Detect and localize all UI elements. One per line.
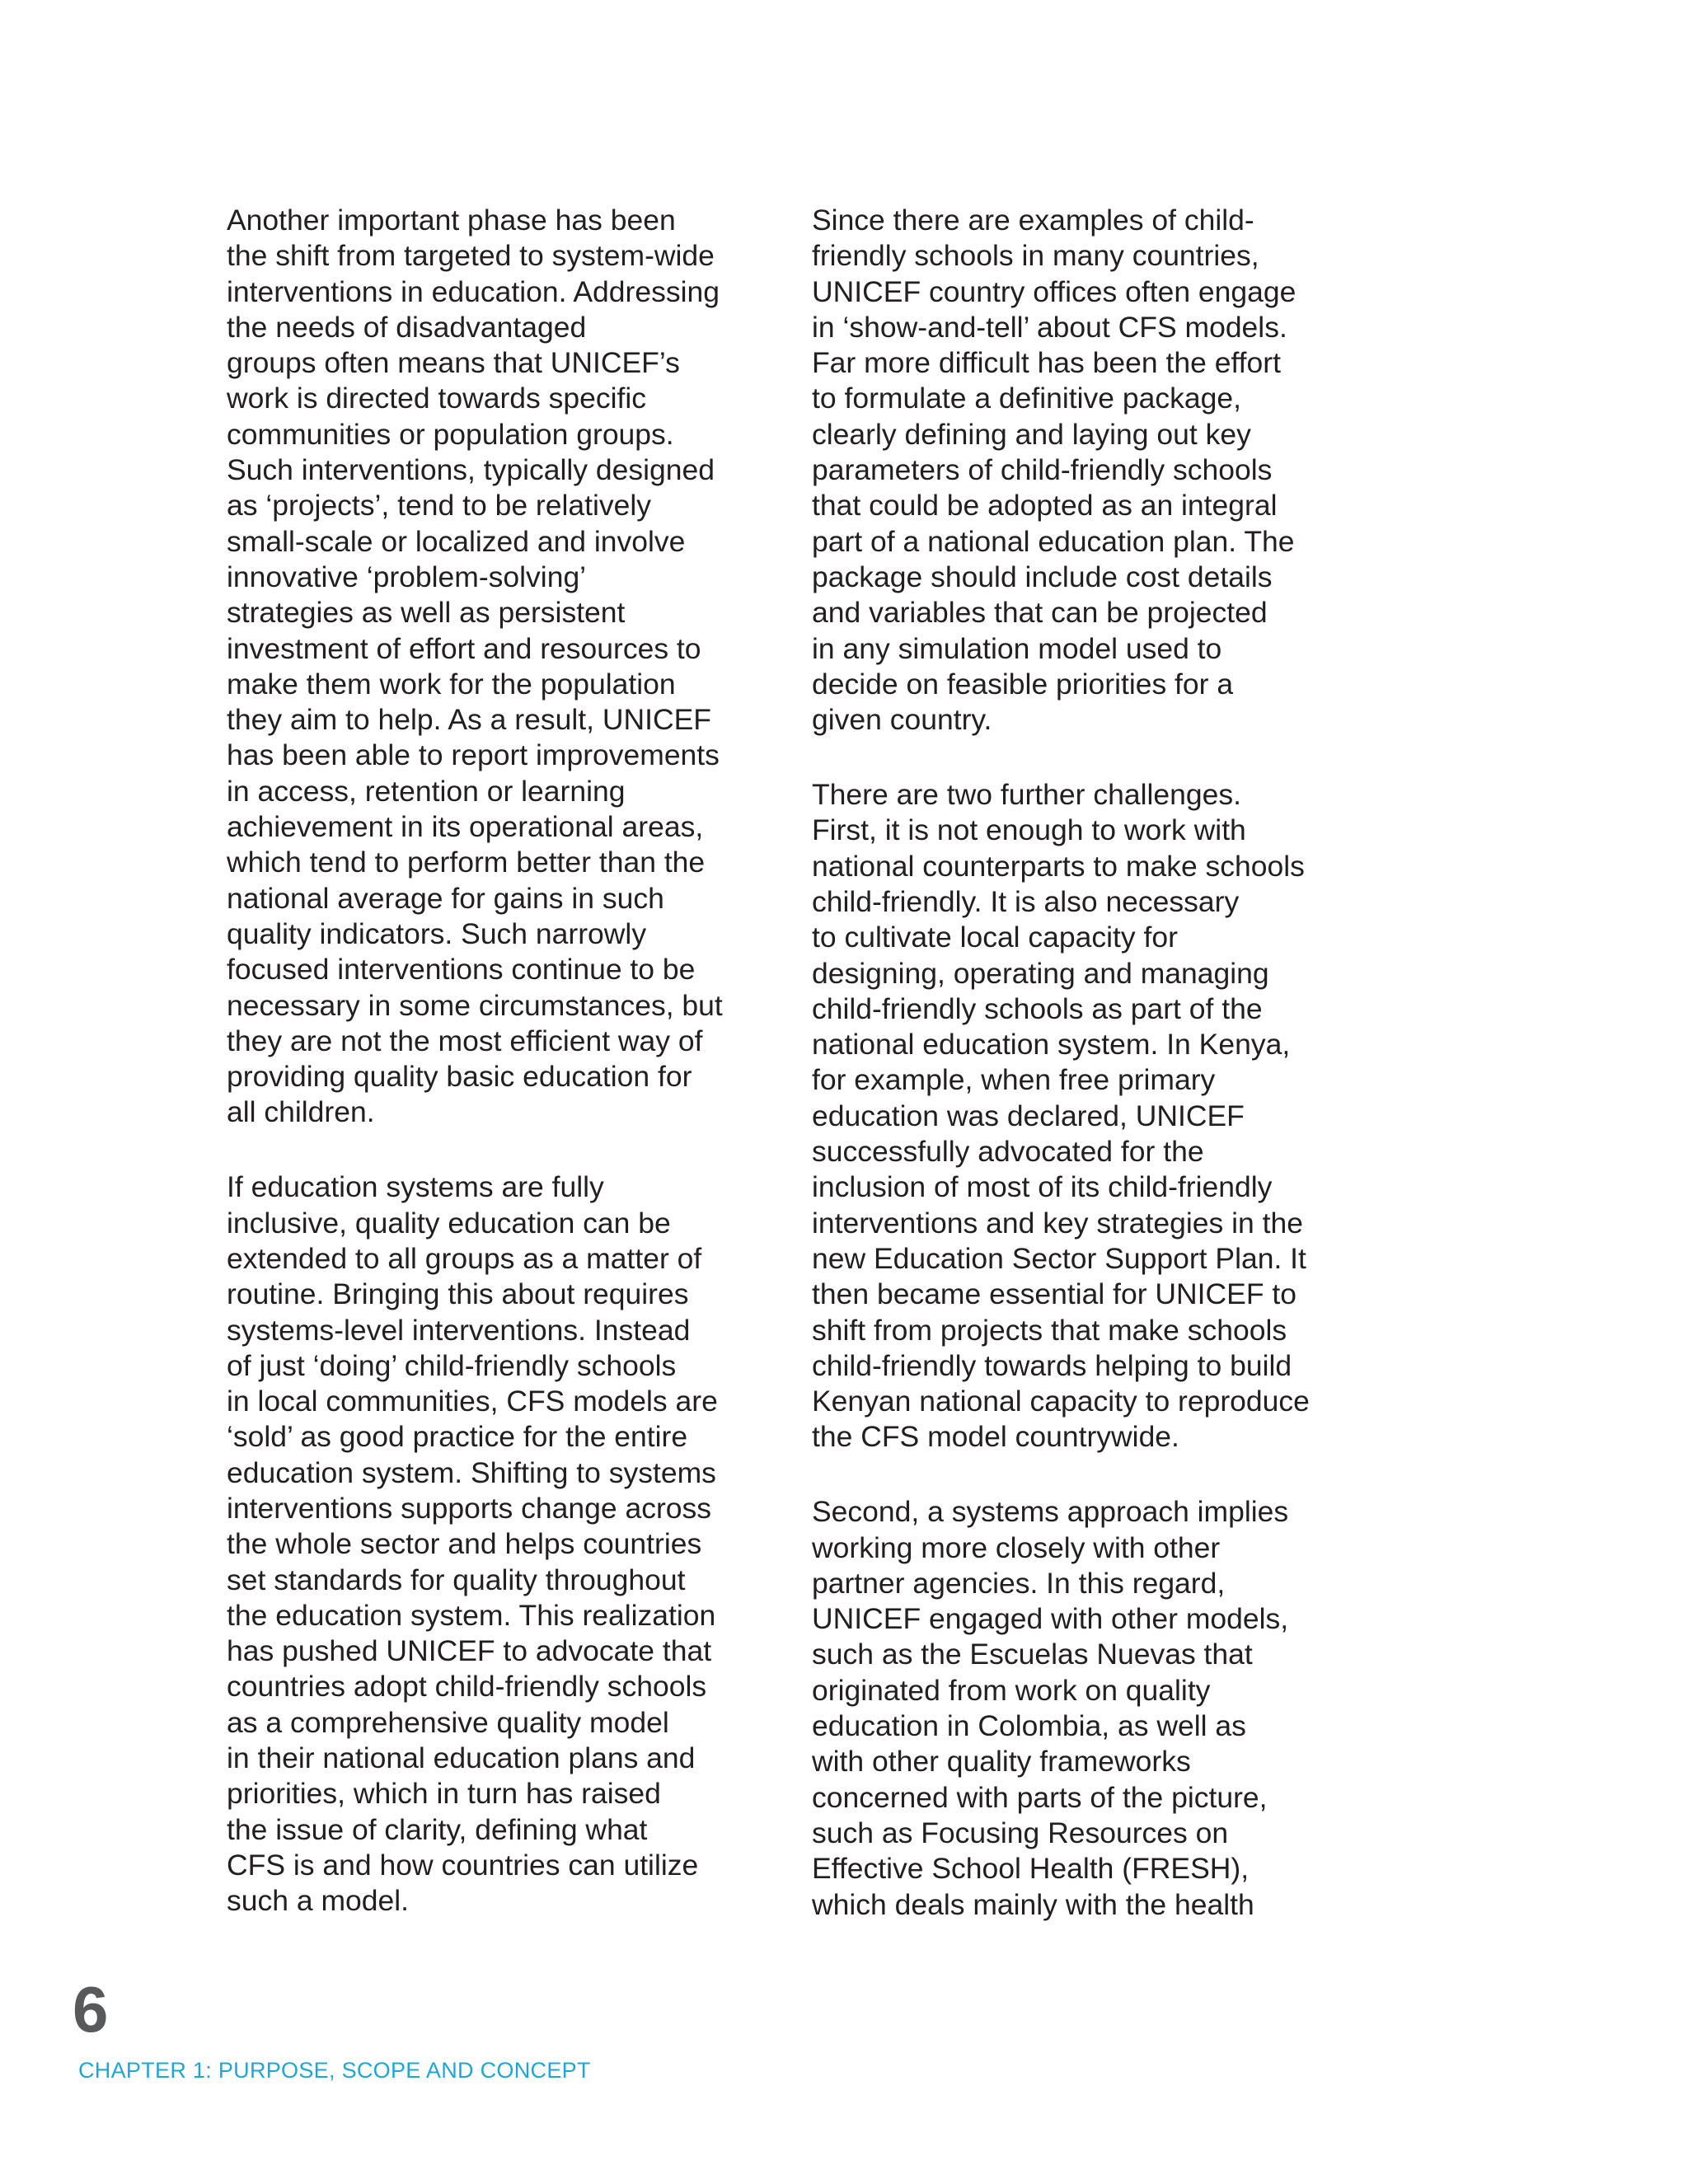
text-line: with other quality frameworks <box>812 1745 1191 1779</box>
text-line: in ‘show-and-tell’ about CFS models. <box>812 310 1287 344</box>
text-line: priorities, which in turn has raised <box>227 1777 661 1811</box>
text-line: clearly defining and laying out key <box>812 417 1251 451</box>
text-line: extended to all groups as a matter of <box>227 1241 702 1275</box>
text-line: education system. Shifting to systems <box>227 1455 716 1489</box>
paragraph <box>812 1494 1310 1923</box>
text-line: decide on feasible priorities for a <box>812 667 1234 701</box>
text-line: work is directed towards specific <box>227 382 647 415</box>
text-line: such as Focusing Resources on <box>812 1816 1229 1849</box>
text-line: necessary in some circumstances, but <box>227 988 723 1022</box>
page-number: 6 <box>73 1973 109 2046</box>
text-line: that could be adopted as an integral <box>812 489 1278 523</box>
text-line: Since there are examples of child- <box>812 204 1254 237</box>
text-line: There are two further challenges. <box>812 778 1241 812</box>
text-line: such a model. <box>227 1884 410 1918</box>
paragraph-gap <box>812 1455 1310 1495</box>
text-line: quality indicators. Such narrowly <box>227 916 647 950</box>
text-line: innovative ‘problem-solving’ <box>227 560 587 593</box>
text-line: systems-level interventions. Instead <box>227 1313 691 1347</box>
text-line: partner agencies. In this regard, <box>812 1566 1226 1600</box>
text-line: interventions and key strategies in the <box>812 1206 1303 1240</box>
text-line: the CFS model countrywide. <box>812 1420 1179 1454</box>
text-line: the needs of disadvantaged <box>227 310 587 344</box>
text-line: part of a national education plan. The <box>812 524 1295 558</box>
text-line: as a comprehensive quality model <box>227 1705 669 1739</box>
text-line: national average for gains in such <box>227 881 664 915</box>
text-line: child-friendly. It is also necessary <box>812 884 1240 918</box>
text-line: CFS is and how countries can utilize <box>227 1848 699 1882</box>
paragraph-gap <box>812 738 1310 777</box>
text-line: set standards for quality throughout <box>227 1563 686 1596</box>
text-line: small-scale or localized and involve <box>227 524 686 558</box>
text-line: UNICEF country offices often engage <box>812 274 1296 308</box>
text-line: package should include cost details <box>812 560 1273 593</box>
text-line: make them work for the population <box>227 667 676 701</box>
text-line: Far more difficult has been the effort <box>812 346 1281 380</box>
text-line: designing, operating and managing <box>812 956 1269 990</box>
text-line: to formulate a definitive package, <box>812 382 1241 415</box>
text-line: inclusive, quality education can be <box>227 1206 671 1240</box>
text-line: Second, a systems approach implies <box>812 1495 1289 1529</box>
text-line: of just ‘doing’ child-friendly schools <box>227 1348 677 1382</box>
text-line: investment of effort and resources to <box>227 631 701 665</box>
paragraph <box>227 203 723 1131</box>
text-line: interventions supports change across <box>227 1491 712 1525</box>
text-line: routine. Bringing this about requires <box>227 1277 689 1311</box>
text-line: child-friendly towards helping to build <box>812 1348 1292 1382</box>
text-line: communities or population groups. <box>227 417 674 451</box>
text-line: strategies as well as persistent <box>227 596 626 630</box>
text-line: the shift from targeted to system-wide <box>227 239 715 273</box>
text-line: in local communities, CFS models are <box>227 1385 718 1418</box>
text-line: parameters of child-friendly schools <box>812 453 1273 487</box>
text-line: in access, retention or learning <box>227 774 626 808</box>
text-line: they are not the most efficient way of <box>227 1024 703 1057</box>
text-line: originated from work on quality <box>812 1673 1211 1707</box>
text-line: interventions in education. Addressing <box>227 274 720 308</box>
text-line: providing quality basic education for <box>227 1060 692 1094</box>
text-line: concerned with parts of the picture, <box>812 1780 1268 1814</box>
text-line: achievement in its operational areas, <box>227 810 704 844</box>
text-line: given country. <box>812 703 992 737</box>
text-line: countries adopt child-friendly schools <box>227 1670 707 1704</box>
paragraph-gap <box>227 1131 723 1170</box>
left-column <box>227 203 723 1919</box>
text-line: education in Colombia, as well as <box>812 1709 1246 1743</box>
text-line: Effective School Health (FRESH), <box>812 1852 1250 1886</box>
text-line: working more closely with other <box>812 1530 1221 1564</box>
text-line: If education systems are fully <box>227 1170 604 1204</box>
text-line: and variables that can be projected <box>812 596 1268 630</box>
text-line: the whole sector and helps countries <box>227 1527 702 1561</box>
text-line: the issue of clarity, defining what <box>227 1812 648 1846</box>
chapter-label: CHAPTER 1: PURPOSE, SCOPE AND CONCEPT <box>78 2058 591 2083</box>
paragraph <box>227 1169 723 1919</box>
text-line: child-friendly schools as part of the <box>812 991 1263 1025</box>
text-line: successfully advocated for the <box>812 1135 1204 1169</box>
paragraph <box>812 203 1310 738</box>
text-line: all children. <box>227 1095 375 1129</box>
text-line: Another important phase has been <box>227 204 676 237</box>
text-line: they aim to help. As a result, UNICEF <box>227 703 711 737</box>
text-line: as ‘projects’, tend to be relatively <box>227 489 652 523</box>
text-line: which tend to perform better than the <box>227 846 706 879</box>
text-line: ‘sold’ as good practice for the entire <box>227 1420 688 1454</box>
text-line: the education system. This realization <box>227 1598 716 1632</box>
text-line: to cultivate local capacity for <box>812 921 1178 954</box>
text-line: national education system. In Kenya, <box>812 1028 1291 1062</box>
text-line: has been able to report improvements <box>227 738 720 772</box>
text-line: Kenyan national capacity to reproduce <box>812 1385 1310 1418</box>
text-line: new Education Sector Support Plan. It <box>812 1241 1306 1275</box>
text-line: friendly schools in many countries, <box>812 239 1259 273</box>
text-line: such as the Escuelas Nuevas that <box>812 1638 1253 1671</box>
text-line: UNICEF engaged with other models, <box>812 1602 1289 1636</box>
text-line: which deals mainly with the health <box>812 1887 1254 1921</box>
text-line: Such interventions, typically designed <box>227 453 715 487</box>
paragraph <box>812 777 1310 1455</box>
text-line: First, it is not enough to work with <box>812 813 1246 847</box>
text-line: in their national education plans and <box>227 1741 696 1775</box>
text-line: shift from projects that make schools <box>812 1313 1287 1347</box>
text-line: has pushed UNICEF to advocate that <box>227 1634 712 1668</box>
text-line: groups often means that UNICEF’s <box>227 346 680 380</box>
text-line: national counterparts to make schools <box>812 849 1305 883</box>
text-line: focused interventions continue to be <box>227 953 696 987</box>
text-line: for example, when free primary <box>812 1063 1216 1097</box>
text-line: then became essential for UNICEF to <box>812 1277 1296 1311</box>
text-line: inclusion of most of its child-friendly <box>812 1170 1273 1204</box>
text-line: in any simulation model used to <box>812 631 1222 665</box>
right-column <box>812 203 1310 1923</box>
text-line: education was declared, UNICEF <box>812 1099 1245 1132</box>
